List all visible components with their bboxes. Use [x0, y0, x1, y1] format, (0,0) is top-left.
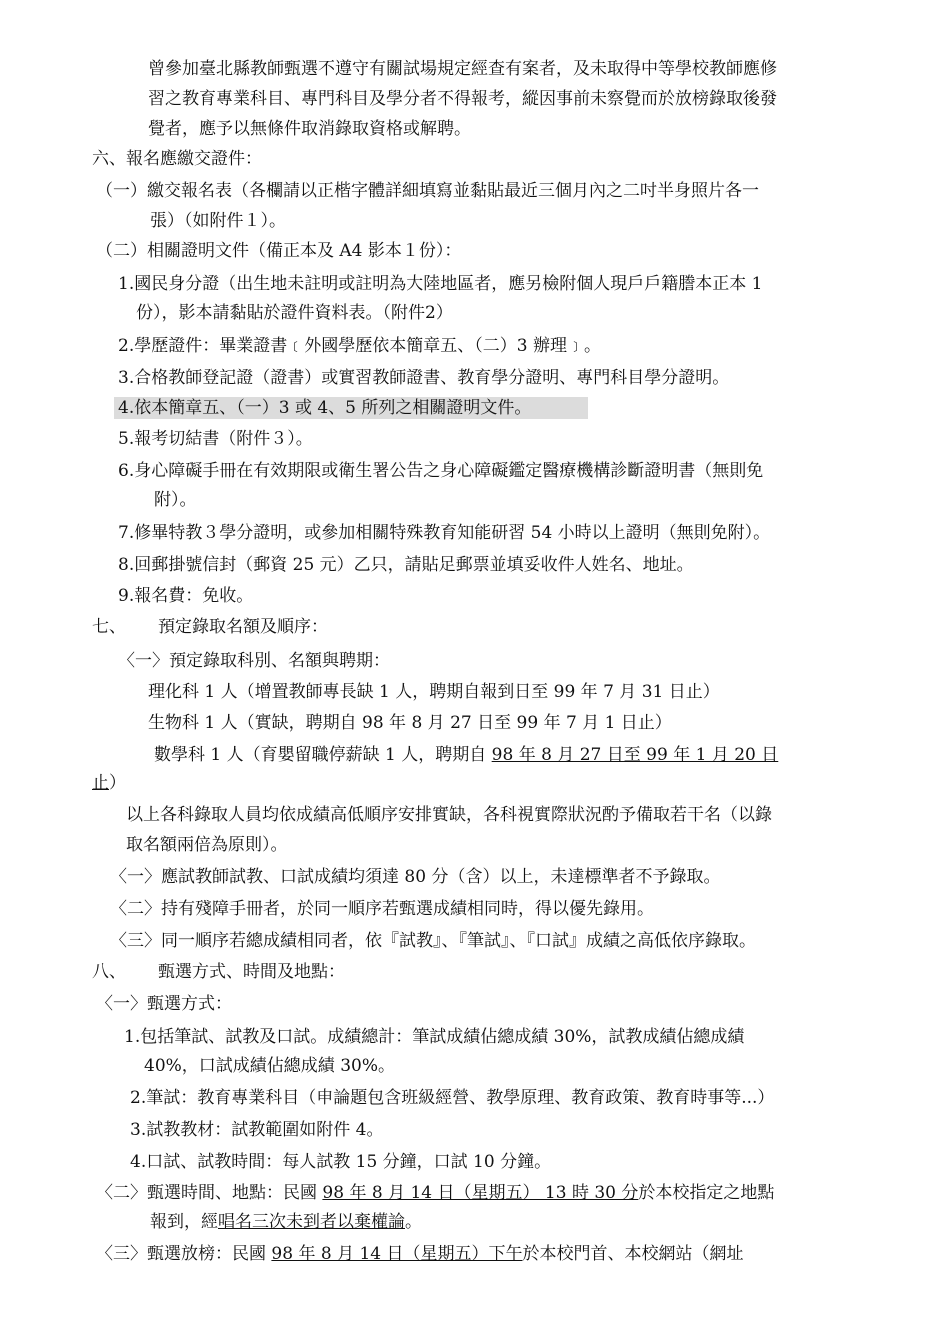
- section-heading-six: 六、報名應繳交證件：: [92, 149, 262, 169]
- list-item: 2.筆試：教育專業科目（申論題包含班級經營、教學原理、教育政策、教育時事等...）: [130, 1088, 775, 1108]
- text-line: 曾參加臺北縣教師甄選不遵守有關試場規定經查有案者，及未取得中等學校教師應修: [148, 59, 777, 79]
- text-line: 〈一〉甄選方式：: [96, 994, 232, 1014]
- list-item: 2.學歷證件：畢業證書﹝外國學歷依本簡章五、（二）3 辦理﹞。: [118, 336, 601, 356]
- list-item: 8.回郵掛號信封（郵資 25 元）乙只，請貼足郵票並填妥收件人姓名、地址。: [118, 555, 694, 575]
- text-line: 止）: [92, 773, 126, 793]
- text-line: （二）相關證明文件（備正本及 A4 影本１份）：: [96, 241, 462, 261]
- section-heading-eight: 甄選方式、時間及地點：: [158, 962, 345, 982]
- list-item: 1.包括筆試、試教及口試。成績總計：筆試成績佔總成績 30%，試教成績佔總成績: [124, 1027, 745, 1047]
- text-line: 份），影本請黏貼於證件資料表。（附件2）: [136, 303, 453, 323]
- list-item: 1.國民身分證（出生地未註明或註明為大陸地區者，應另檢附個人現戶戶籍謄本正本 1: [118, 274, 763, 294]
- text-line: 張）（如附件１）。: [150, 211, 286, 231]
- text-line: 〈一〉應試教師試教、口試成績均須達 80 分（含）以上，未達標準者不予錄取。: [110, 867, 721, 887]
- list-item: 7.修畢特教３學分證明，或參加相關特殊教育知能研習 54 小時以上證明（無則免附）。: [118, 523, 771, 543]
- list-item: 3.試教教材：試教範圍如附件 4。: [130, 1120, 384, 1140]
- text-line: 〈三〉甄選放榜：民國 98 年 8 月 14 日（星期五）下午於本校門首、本校網站（網址: [96, 1244, 744, 1264]
- list-item: 9.報名費：免收。: [118, 586, 254, 606]
- text-line: 〈三〉同一順序若總成績相同者，依『試教』、『筆試』、『口試』成績之高低依序錄取。: [110, 931, 756, 951]
- list-item: 3.合格教師登記證（證書）或實習教師證書、教育學分證明、專門科目學分證明。: [118, 368, 730, 388]
- text-line: 報到，經唱名三次未到者以棄權論。: [150, 1212, 422, 1232]
- text-line: 〈二〉甄選時間、地點：民國 98 年 8 月 14 日（星期五） 13 時 30 分於本校指定之地點: [96, 1183, 775, 1203]
- section-heading-seven: 預定錄取名額及順序：: [158, 617, 328, 637]
- list-item: 4.口試、試教時間：每人試教 15 分鐘，口試 10 分鐘。: [130, 1152, 552, 1172]
- list-item: 6.身心障礙手冊在有效期限或衛生署公告之身心障礙鑑定醫療機構診斷證明書（無則免: [118, 461, 764, 481]
- text-line: 附）。: [154, 490, 197, 510]
- section-number-eight: 八、: [92, 962, 126, 982]
- text-line: 習之教育專業科目、專門科目及學分者不得報考，縱因事前未察覺而於放榜錄取後發: [148, 89, 777, 109]
- text-line: 以上各科錄取人員均依成績高低順序安排實缺，各科視實際狀況酌予備取若干名（以錄: [126, 805, 772, 825]
- text-line: 生物科 1 人（實缺，聘期自 98 年 8 月 27 日至 99 年 7 月 1 日止）: [148, 713, 672, 733]
- section-number-seven: 七、: [92, 617, 126, 637]
- text-line: 40%，口試成績佔總成績 30%。: [144, 1056, 395, 1076]
- text-line: （一）繳交報名表（各欄請以正楷字體詳細填寫並黏貼最近三個月內之二吋半身照片各一: [96, 181, 759, 201]
- text-line: 取名額兩倍為原則）。: [126, 835, 288, 855]
- text-line: 覺者，應予以無條件取消錄取資格或解聘。: [148, 119, 471, 139]
- text-line: 〈一〉預定錄取科別、名額與聘期：: [118, 651, 390, 671]
- text-line: 〈二〉持有殘障手冊者，於同一順序若甄選成績相同時，得以優先錄用。: [110, 899, 654, 919]
- list-item: 5.報考切結書（附件３）。: [118, 429, 313, 449]
- text-line: 數學科 1 人（育嬰留職停薪缺 1 人，聘期自 98 年 8 月 27 日至 99 年 1 月 20 日: [154, 745, 779, 765]
- text-line: 理化科 1 人（增置教師專長缺 1 人，聘期自報到日至 99 年 7 月 31 日止）: [148, 682, 720, 702]
- highlighted-list-item: 4.依本簡章五、（一）3 或 4、5 所列之相關證明文件。: [114, 397, 588, 419]
